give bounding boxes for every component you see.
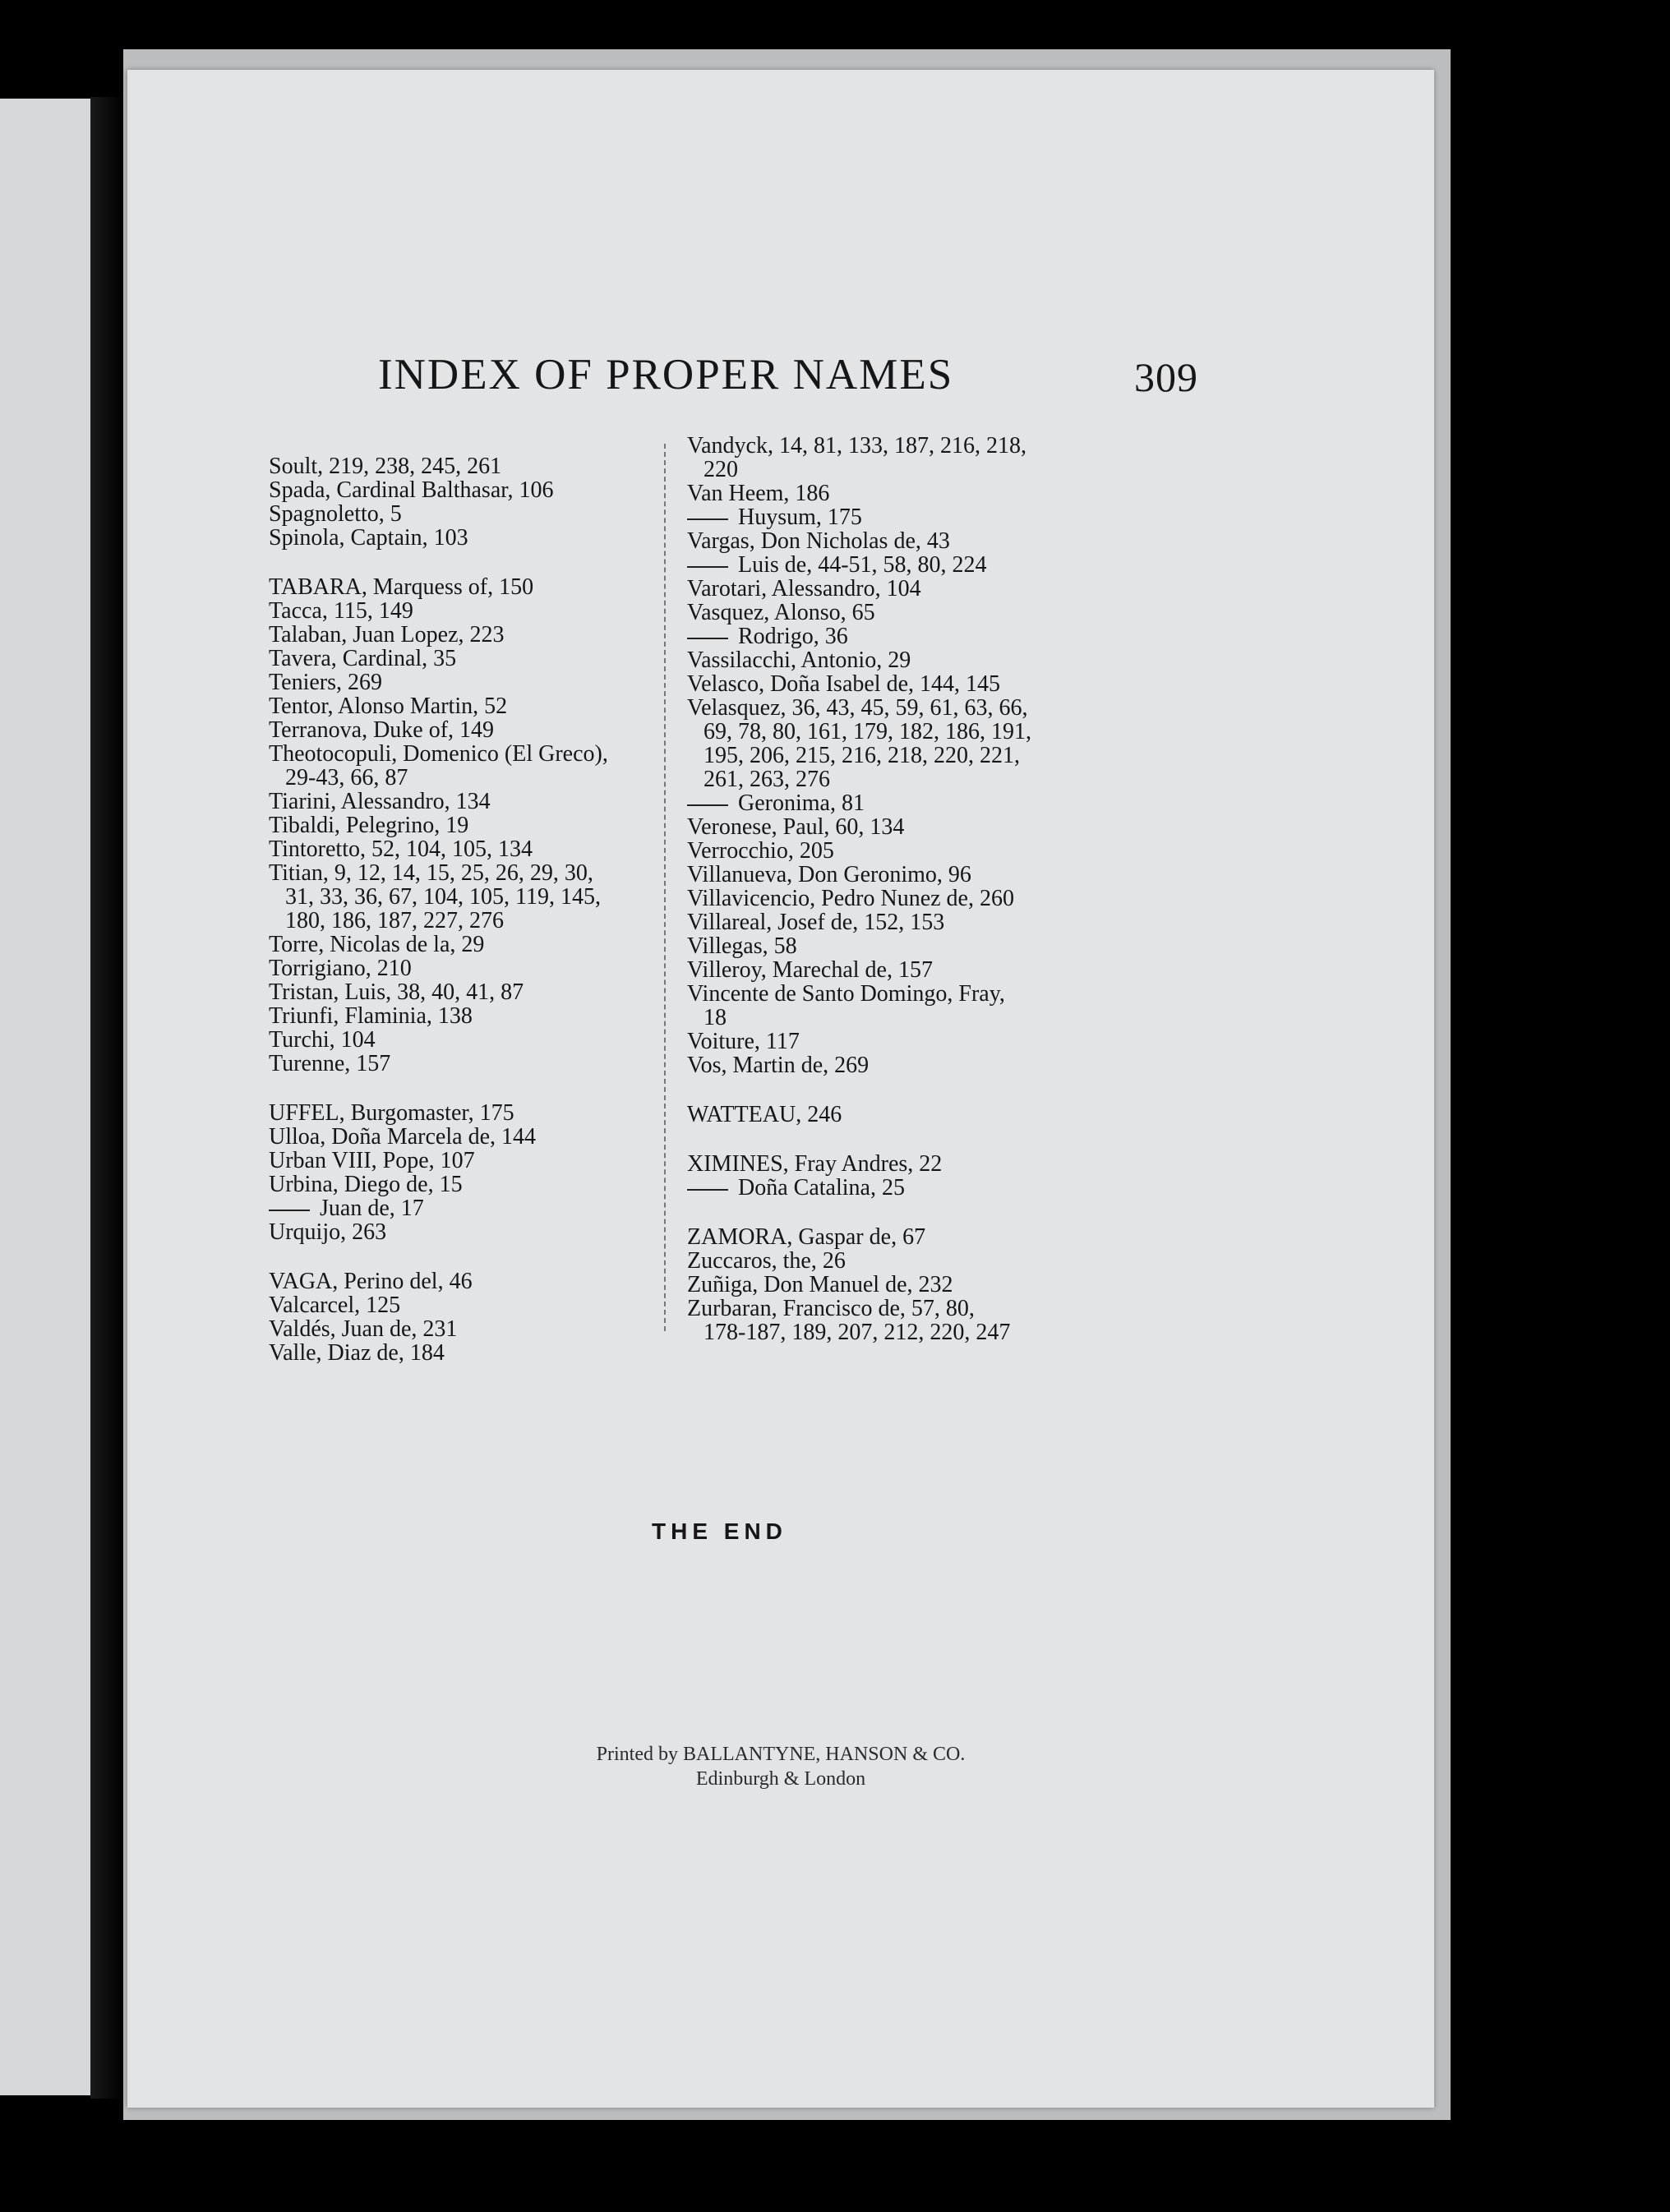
index-entry: Vasquez, Alonso, 65 xyxy=(687,600,875,625)
index-entry: Tavera, Cardinal, 35 xyxy=(269,646,457,671)
index-entry: Valdés, Juan de, 231 xyxy=(269,1316,458,1342)
index-entry: UFFEL, Burgomaster, 175 xyxy=(269,1100,514,1126)
index-entry: Talaban, Juan Lopez, 223 xyxy=(269,622,505,647)
index-entry: Vos, Martin de, 269 xyxy=(687,1053,870,1078)
index-entry: Soult, 219, 238, 245, 261 xyxy=(269,454,502,479)
index-entry: ZAMORA, Gaspar de, 67 xyxy=(687,1224,926,1250)
index-entry: Tiarini, Alessandro, 134 xyxy=(269,789,491,814)
index-entry: Turenne, 157 xyxy=(269,1051,391,1076)
entry-continuation: 31, 33, 36, 67, 104, 105, 119, 145, xyxy=(285,884,601,910)
gutter-shadow xyxy=(90,97,123,2099)
column-divider xyxy=(664,444,666,1331)
the-end-label: THE END xyxy=(652,1518,787,1544)
index-entry: Teniers, 269 xyxy=(269,670,383,695)
ditto-dash xyxy=(687,518,728,520)
index-entry: Torre, Nicolas de la, 29 xyxy=(269,932,485,957)
index-entry: Terranova, Duke of, 149 xyxy=(269,717,495,743)
entry-continuation: 18 xyxy=(704,1005,727,1030)
index-entry: Verrocchio, 205 xyxy=(687,838,834,864)
index-entry: Varotari, Alessandro, 104 xyxy=(687,576,921,601)
entry-continuation: 29-43, 66, 87 xyxy=(285,765,408,790)
index-entry: Doña Catalina, 25 xyxy=(687,1176,1031,1200)
index-entry: Spada, Cardinal Balthasar, 106 xyxy=(269,477,554,503)
index-entry: WATTEAU, 246 xyxy=(687,1102,842,1127)
index-entry: Tintoretto, 52, 104, 105, 134 xyxy=(269,836,533,862)
index-entry: Vargas, Don Nicholas de, 43 xyxy=(687,528,950,554)
index-entry: Van Heem, 186 xyxy=(687,481,830,506)
index-entry: Urban VIII, Pope, 107 xyxy=(269,1148,475,1173)
index-entry: Veronese, Paul, 60, 134 xyxy=(687,814,905,840)
index-entry: Valcarcel, 125 xyxy=(269,1293,401,1318)
ditto-dash xyxy=(687,566,728,568)
index-entry: Urquijo, 263 xyxy=(269,1219,387,1245)
index-entry: Huysum, 175 xyxy=(687,505,1031,529)
index-entry: XIMINES, Fray Andres, 22 xyxy=(687,1151,943,1177)
index-entry: Triunfi, Flaminia, 138 xyxy=(269,1003,473,1029)
index-entry: Luis de, 44-51, 58, 80, 224 xyxy=(687,553,1031,577)
index-entry: Tristan, Luis, 38, 40, 41, 87 xyxy=(269,979,524,1005)
index-entry: Zuccaros, the, 26 xyxy=(687,1248,846,1274)
index-entry: Villegas, 58 xyxy=(687,933,797,959)
index-entry: Tibaldi, Pelegrino, 19 xyxy=(269,813,469,838)
index-entry: VAGA, Perino del, 46 xyxy=(269,1269,473,1294)
entry-continuation: 220 xyxy=(704,457,738,482)
index-entry: Vincente de Santo Domingo, Fray, 18 xyxy=(687,982,1031,1030)
index-entry: Spagnoletto, 5 xyxy=(269,501,402,527)
imprint-line-printer: Printed by BALLANTYNE, HANSON & CO. xyxy=(596,1744,966,1765)
entry-continuation: 178-187, 189, 207, 212, 220, 247 xyxy=(704,1320,1011,1345)
ditto-dash xyxy=(687,1189,728,1191)
index-entry: Voiture, 117 xyxy=(687,1029,800,1054)
index-entry: TABARA, Marquess of, 150 xyxy=(269,574,534,600)
index-entry: Villanueva, Don Geronimo, 96 xyxy=(687,862,971,887)
entry-continuation: 69, 78, 80, 161, 179, 182, 186, 191, xyxy=(704,719,1031,744)
page-number: 309 xyxy=(1134,354,1198,400)
index-entry: Villeroy, Marechal de, 157 xyxy=(687,957,933,983)
index-entry: Velasquez, 36, 43, 45, 59, 61, 63, 66, 69, 78, 80, 161, 179, 182, 186, 191, 195, 206, 215, 216, 218, 220, 221, 261, 263, 276 xyxy=(687,695,1031,792)
index-entry: Vassilacchi, Antonio, 29 xyxy=(687,647,911,673)
entry-continuation: 180, 186, 187, 227, 276 xyxy=(285,908,504,933)
index-entry: Rodrigo, 36 xyxy=(687,624,1031,648)
index-entry: Vandyck, 14, 81, 133, 187, 216, 218, 220 xyxy=(687,434,1031,482)
index-entry: Turchi, 104 xyxy=(269,1027,376,1053)
index-column-right xyxy=(687,434,1031,1344)
index-entry: Zurbaran, Francisco de, 57, 80, 178-187, 189, 207, 212, 220, 247 xyxy=(687,1297,1031,1344)
running-title: INDEX OF PROPER NAMES xyxy=(378,351,954,399)
ditto-dash xyxy=(687,804,728,806)
index-entry: Spinola, Captain, 103 xyxy=(269,525,468,551)
printer-imprint xyxy=(522,1742,1040,1791)
index-entry: Tentor, Alonso Martin, 52 xyxy=(269,694,508,719)
index-entry: Torrigiano, 210 xyxy=(269,956,412,981)
entry-continuation: 195, 206, 215, 216, 218, 220, 221, xyxy=(704,743,1020,768)
index-entry: Juan de, 17 xyxy=(269,1196,608,1220)
index-entry: Geronima, 81 xyxy=(687,791,1031,815)
index-column-left xyxy=(269,454,608,1365)
index-entry: Ulloa, Doña Marcela de, 144 xyxy=(269,1124,536,1150)
facing-page-edge xyxy=(0,99,90,2095)
imprint-line-place: Edinburgh & London xyxy=(695,1768,866,1790)
ditto-dash xyxy=(687,638,728,639)
index-entry: Titian, 9, 12, 14, 15, 25, 26, 29, 30, 31, 33, 36, 67, 104, 105, 119, 145, 180, 186, 187, 227, 276 xyxy=(269,861,608,933)
entry-continuation: 261, 263, 276 xyxy=(704,767,830,792)
index-entry: Tacca, 115, 149 xyxy=(269,598,413,624)
index-entry: Theotocopuli, Domenico (El Greco), 29-43, 66, 87 xyxy=(269,741,608,790)
index-entry: Urbina, Diego de, 15 xyxy=(269,1172,463,1197)
index-entry: Villareal, Josef de, 152, 153 xyxy=(687,910,945,935)
book-page xyxy=(127,70,1434,2108)
index-entry: Velasco, Doña Isabel de, 144, 145 xyxy=(687,671,1001,697)
ditto-dash xyxy=(269,1210,310,1211)
index-entry: Villavicencio, Pedro Nunez de, 260 xyxy=(687,886,1014,911)
index-entry: Valle, Diaz de, 184 xyxy=(269,1340,445,1366)
index-entry: Zuñiga, Don Manuel de, 232 xyxy=(687,1272,953,1297)
